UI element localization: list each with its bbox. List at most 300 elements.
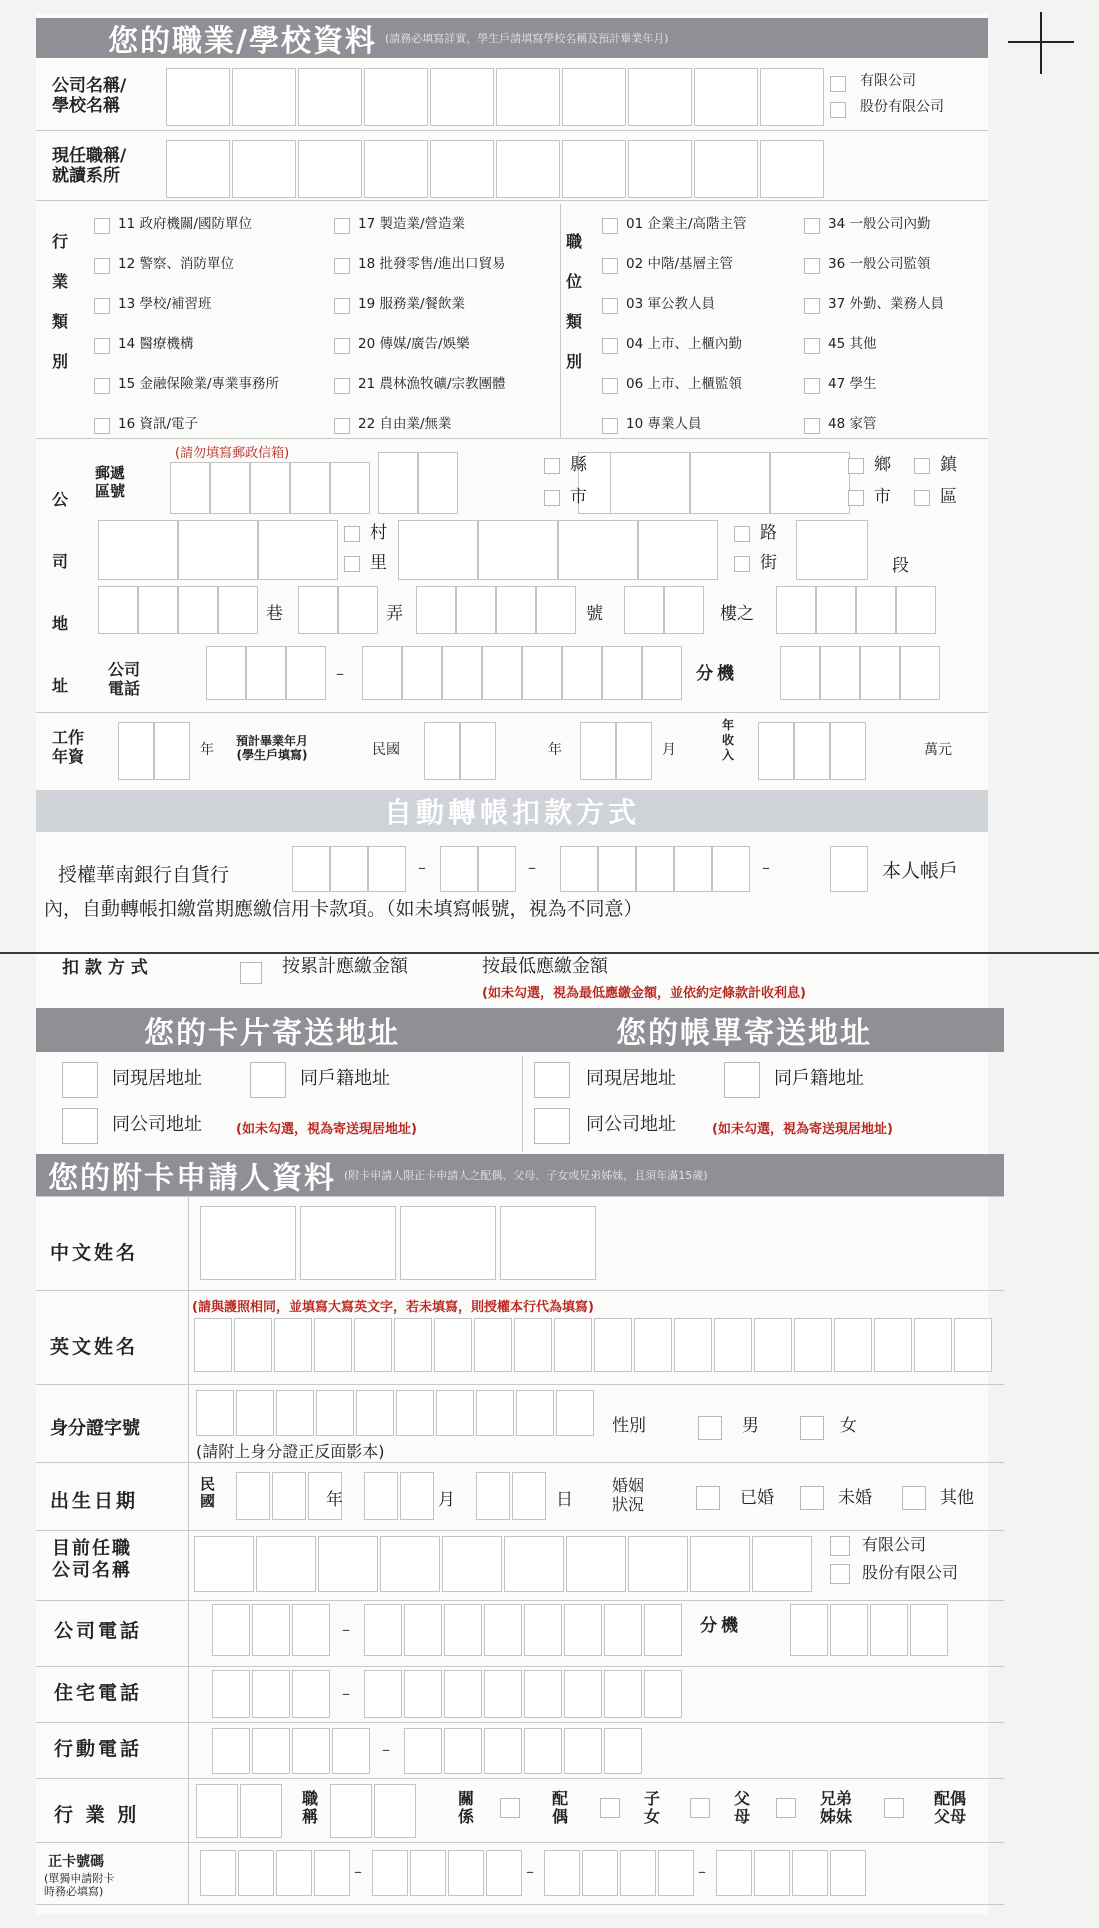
supp-company-corp: 股份有限公司 — [862, 1563, 959, 1582]
primary-card-dash: – — [698, 1862, 706, 1881]
floor-box[interactable] — [624, 586, 664, 634]
position-box-6[interactable] — [496, 140, 560, 198]
li-label: 里 — [370, 553, 387, 573]
id-box[interactable] — [396, 1390, 434, 1436]
district-city-checkbox[interactable] — [848, 490, 864, 506]
rel-spouse-parent-checkbox[interactable] — [884, 1798, 904, 1818]
road-box[interactable] — [478, 520, 558, 580]
position-label-char: 位 — [566, 272, 583, 291]
id-box[interactable] — [196, 1390, 234, 1436]
account-box[interactable] — [712, 846, 750, 892]
position-option-checkbox[interactable] — [602, 378, 618, 394]
en-name-box[interactable] — [554, 1318, 592, 1372]
industry-option-checkbox[interactable] — [334, 418, 350, 434]
marital-married-checkbox[interactable] — [696, 1486, 720, 1510]
county-box[interactable] — [418, 452, 458, 514]
id-box[interactable] — [516, 1390, 554, 1436]
office-area-box[interactable] — [252, 1604, 290, 1656]
employer-label: 目前任職 公司名稱 — [52, 1538, 132, 1581]
autopay-title: 自動轉帳扣款方式 — [383, 796, 640, 829]
mobile-box[interactable] — [444, 1728, 482, 1774]
industry-option-checkbox[interactable] — [334, 338, 350, 354]
grad-month-box-1[interactable] — [580, 722, 616, 780]
mobile-prefix-box[interactable] — [292, 1728, 330, 1774]
floor-box[interactable] — [664, 586, 704, 634]
floor-sub-box[interactable] — [896, 586, 936, 634]
cn-name-box[interactable] — [500, 1206, 596, 1280]
company-name-box-10[interactable] — [760, 68, 824, 126]
road-box[interactable] — [558, 520, 638, 580]
industry-option: 16 資訊/電子 — [118, 416, 199, 432]
home-phone-box[interactable] — [444, 1670, 482, 1718]
primary-card-box[interactable] — [792, 1850, 828, 1896]
phone-dash: – — [336, 664, 344, 683]
supp-company-ltd-checkbox[interactable] — [830, 1536, 850, 1556]
industry-code-box[interactable] — [240, 1784, 282, 1838]
en-name-box[interactable] — [314, 1318, 352, 1372]
position-label-char: 職 — [566, 232, 583, 251]
city-checkbox[interactable] — [544, 490, 560, 506]
office-ext-box[interactable] — [830, 1604, 868, 1656]
position-label-char: 別 — [566, 352, 583, 371]
ext-box[interactable] — [820, 646, 860, 700]
id-box[interactable] — [476, 1390, 514, 1436]
primary-card-box[interactable] — [582, 1850, 618, 1896]
office-phone-box[interactable] — [364, 1604, 402, 1656]
birth-day: 日 — [556, 1490, 573, 1510]
primary-card-box[interactable] — [486, 1850, 522, 1896]
rel-spouse-checkbox[interactable] — [500, 1798, 520, 1818]
employer-box[interactable] — [504, 1536, 564, 1592]
account-box[interactable] — [598, 846, 636, 892]
id-label: 身分證字號 — [50, 1418, 140, 1439]
li-checkbox[interactable] — [344, 556, 360, 572]
account-box[interactable] — [330, 846, 368, 892]
industry-option-checkbox[interactable] — [94, 378, 110, 394]
employer-box[interactable] — [752, 1536, 812, 1592]
account-box[interactable] — [830, 846, 868, 892]
section-box[interactable] — [796, 520, 868, 580]
grad-year-box-1[interactable] — [424, 722, 460, 780]
marital-single-checkbox[interactable] — [800, 1486, 824, 1510]
township-label: 鄉 — [874, 455, 891, 475]
district-checkbox[interactable] — [914, 490, 930, 506]
position-box-2[interactable] — [232, 140, 296, 198]
company-name-box-8[interactable] — [628, 68, 692, 126]
en-name-box[interactable] — [354, 1318, 392, 1372]
zip-box-5[interactable] — [330, 462, 370, 514]
phone-box[interactable] — [522, 646, 562, 700]
township-checkbox[interactable] — [848, 458, 864, 474]
town-checkbox[interactable] — [914, 458, 930, 474]
gender-female-checkbox[interactable] — [800, 1416, 824, 1440]
position-option-checkbox[interactable] — [602, 338, 618, 354]
company-name-box-7[interactable] — [562, 68, 626, 126]
company-name-box-4[interactable] — [364, 68, 428, 126]
road-box[interactable] — [638, 520, 718, 580]
cn-name-box[interactable] — [400, 1206, 496, 1280]
en-name-box[interactable] — [274, 1318, 312, 1372]
employer-box[interactable] — [194, 1536, 254, 1592]
company-type-corp-checkbox[interactable] — [830, 102, 846, 118]
en-name-box[interactable] — [754, 1318, 792, 1372]
industry-option-checkbox[interactable] — [334, 218, 350, 234]
village-checkbox[interactable] — [344, 526, 360, 542]
en-name-box[interactable] — [714, 1318, 752, 1372]
account-dash: – — [418, 858, 426, 877]
county-checkbox[interactable] — [544, 458, 560, 474]
number-box[interactable] — [416, 586, 456, 634]
office-ext-box[interactable] — [910, 1604, 948, 1656]
office-phone-box[interactable] — [444, 1604, 482, 1656]
grad-month-box-2[interactable] — [616, 722, 652, 780]
deduct-total-checkbox[interactable] — [240, 962, 262, 984]
mobile-prefix-box[interactable] — [332, 1728, 370, 1774]
home-phone-box[interactable] — [564, 1670, 602, 1718]
card-home: 同現居地址 — [112, 1068, 202, 1089]
phone-box[interactable] — [602, 646, 642, 700]
office-ext-label: 分機 — [700, 1616, 742, 1636]
employer-box[interactable] — [442, 1536, 502, 1592]
floor-sub-box[interactable] — [816, 586, 856, 634]
home-phone-box[interactable] — [604, 1670, 642, 1718]
office-phone-box[interactable] — [524, 1604, 562, 1656]
primary-card-box[interactable] — [314, 1850, 350, 1896]
income-box-2[interactable] — [794, 722, 830, 780]
mobile-box[interactable] — [404, 1728, 442, 1774]
industry-option-checkbox[interactable] — [334, 298, 350, 314]
floor-sub-box[interactable] — [776, 586, 816, 634]
ext-box[interactable] — [900, 646, 940, 700]
phone-box[interactable] — [402, 646, 442, 700]
en-name-box[interactable] — [474, 1318, 512, 1372]
gender-label: 性別 — [612, 1416, 646, 1436]
industry-option-checkbox[interactable] — [334, 258, 350, 274]
primary-card-box[interactable] — [716, 1850, 752, 1896]
position-option-checkbox[interactable] — [602, 258, 618, 274]
mobile-prefix-box[interactable] — [252, 1728, 290, 1774]
income-box-3[interactable] — [830, 722, 866, 780]
phone-box[interactable] — [562, 646, 602, 700]
employer-box[interactable] — [380, 1536, 440, 1592]
account-box[interactable] — [478, 846, 516, 892]
office-ext-box[interactable] — [790, 1604, 828, 1656]
rel-child: 子 女 — [644, 1789, 661, 1826]
position-option: 48 家管 — [828, 416, 877, 432]
position-box-3[interactable] — [298, 140, 362, 198]
birth-day-box[interactable] — [512, 1472, 546, 1520]
lane-box[interactable] — [218, 586, 258, 634]
mobile-box[interactable] — [524, 1728, 562, 1774]
zip-box-1[interactable] — [170, 462, 210, 514]
office-phone-box[interactable] — [644, 1604, 682, 1656]
primary-card-box[interactable] — [276, 1850, 312, 1896]
id-box[interactable] — [356, 1390, 394, 1436]
zip-note: (請勿填寫郵政信箱) — [175, 446, 290, 461]
company-name-box-9[interactable] — [694, 68, 758, 126]
floor-sub-box[interactable] — [856, 586, 896, 634]
employer-box[interactable] — [690, 1536, 750, 1592]
industry-option: 18 批發零售/進出口貿易 — [358, 256, 506, 272]
home-area-box[interactable] — [212, 1670, 250, 1718]
card-company-checkbox[interactable] — [62, 1108, 98, 1144]
en-name-box[interactable] — [794, 1318, 832, 1372]
row-divider — [36, 1842, 1004, 1843]
position-option-checkbox[interactable] — [804, 258, 820, 274]
row-divider — [36, 1666, 1004, 1667]
en-name-box[interactable] — [874, 1318, 912, 1372]
phone-area-box[interactable] — [246, 646, 286, 700]
en-name-box[interactable] — [514, 1318, 552, 1372]
township-box[interactable] — [770, 452, 850, 514]
zip-box-4[interactable] — [290, 462, 330, 514]
company-name-box-2[interactable] — [232, 68, 296, 126]
industry-option-checkbox[interactable] — [94, 218, 110, 234]
mobile-label: 行動電話 — [54, 1738, 143, 1760]
supp-company-corp-checkbox[interactable] — [830, 1564, 850, 1584]
supp-title: 您的附卡申請人資料 — [48, 1161, 336, 1196]
en-name-box[interactable] — [634, 1318, 672, 1372]
position-box-7[interactable] — [562, 140, 626, 198]
zip-box-3[interactable] — [250, 462, 290, 514]
bill-home-checkbox[interactable] — [534, 1062, 570, 1098]
lane-box[interactable] — [178, 586, 218, 634]
position-option-checkbox[interactable] — [804, 418, 820, 434]
title-code-box[interactable] — [374, 1784, 416, 1838]
street-checkbox[interactable] — [734, 556, 750, 572]
alley-box[interactable] — [298, 586, 338, 634]
cn-name-box[interactable] — [200, 1206, 296, 1280]
account-box[interactable] — [368, 846, 406, 892]
position-box-9[interactable] — [694, 140, 758, 198]
primary-card-box[interactable] — [238, 1850, 274, 1896]
position-box-4[interactable] — [364, 140, 428, 198]
position-box-5[interactable] — [430, 140, 494, 198]
company-name-box-6[interactable] — [496, 68, 560, 126]
position-option-checkbox[interactable] — [602, 418, 618, 434]
ext-box[interactable] — [860, 646, 900, 700]
industry-option-checkbox[interactable] — [94, 418, 110, 434]
village-box[interactable] — [178, 520, 258, 580]
card-household-checkbox[interactable] — [250, 1062, 286, 1098]
rel-parent-checkbox[interactable] — [690, 1798, 710, 1818]
company-name-box-3[interactable] — [298, 68, 362, 126]
position-box-8[interactable] — [628, 140, 692, 198]
office-ext-box[interactable] — [870, 1604, 908, 1656]
row-divider — [36, 1600, 1004, 1601]
primary-card-box[interactable] — [620, 1850, 656, 1896]
employer-box[interactable] — [318, 1536, 378, 1592]
row-divider — [36, 1290, 1004, 1291]
village-box[interactable] — [258, 520, 338, 580]
account-box[interactable] — [674, 846, 712, 892]
township-box[interactable] — [690, 452, 770, 514]
job-section-title: 您的職業/學校資料 — [108, 24, 377, 59]
home-phone-label: 住宅電話 — [54, 1682, 143, 1704]
office-phone-box[interactable] — [404, 1604, 442, 1656]
primary-card-dash: – — [354, 1862, 362, 1881]
road-checkbox[interactable] — [734, 526, 750, 542]
mobile-dash: – — [382, 1740, 390, 1759]
home-phone-box[interactable] — [364, 1670, 402, 1718]
en-name-box[interactable] — [394, 1318, 432, 1372]
township-box[interactable] — [610, 452, 690, 514]
rel-sibling-checkbox[interactable] — [776, 1798, 796, 1818]
autopay-line1-suffix: 本人帳戶 — [882, 860, 959, 882]
lane-box[interactable] — [98, 586, 138, 634]
en-name-box[interactable] — [594, 1318, 632, 1372]
phone-area-box[interactable] — [286, 646, 326, 700]
title-code-box[interactable] — [330, 1784, 372, 1838]
en-name-box[interactable] — [434, 1318, 472, 1372]
mobile-prefix-box[interactable] — [212, 1728, 250, 1774]
phone-box[interactable] — [482, 646, 522, 700]
en-name-box[interactable] — [954, 1318, 992, 1372]
address-label-char: 地 — [52, 614, 69, 633]
job-section-header — [36, 18, 988, 58]
county-label: 縣 — [570, 455, 587, 475]
alley-box[interactable] — [338, 586, 378, 634]
phone-box[interactable] — [442, 646, 482, 700]
village-box[interactable] — [98, 520, 178, 580]
account-box[interactable] — [292, 846, 330, 892]
rel-child-checkbox[interactable] — [600, 1798, 620, 1818]
deduct-total: 按累計應繳金額 — [282, 956, 408, 977]
relation-label: 關 係 — [458, 1789, 475, 1826]
office-phone-box[interactable] — [484, 1604, 522, 1656]
id-box[interactable] — [556, 1390, 594, 1436]
account-box[interactable] — [560, 846, 598, 892]
county-box[interactable] — [378, 452, 418, 514]
en-name-box[interactable] — [234, 1318, 272, 1372]
birth-month-box[interactable] — [400, 1472, 434, 1520]
primary-card-box[interactable] — [830, 1850, 866, 1896]
primary-card-box[interactable] — [200, 1850, 236, 1896]
id-box[interactable] — [276, 1390, 314, 1436]
primary-card-box[interactable] — [544, 1850, 580, 1896]
lane-box[interactable] — [138, 586, 178, 634]
street-label: 街 — [760, 553, 777, 573]
primary-card-box[interactable] — [372, 1850, 408, 1896]
industry-option-checkbox[interactable] — [94, 298, 110, 314]
office-phone-box[interactable] — [564, 1604, 602, 1656]
phone-box[interactable] — [642, 646, 682, 700]
birth-day-box[interactable] — [476, 1472, 510, 1520]
id-box[interactable] — [236, 1390, 274, 1436]
position-box-10[interactable] — [760, 140, 824, 198]
primary-card-box[interactable] — [448, 1850, 484, 1896]
employer-box[interactable] — [628, 1536, 688, 1592]
phone-box[interactable] — [362, 646, 402, 700]
account-box[interactable] — [440, 846, 478, 892]
en-name-box[interactable] — [674, 1318, 712, 1372]
home-phone-box[interactable] — [524, 1670, 562, 1718]
income-label: 年 收 入 — [722, 718, 735, 762]
ext-box[interactable] — [780, 646, 820, 700]
zip-box-2[interactable] — [210, 462, 250, 514]
employer-box[interactable] — [566, 1536, 626, 1592]
position-option-checkbox[interactable] — [804, 298, 820, 314]
road-box[interactable] — [398, 520, 478, 580]
employer-box[interactable] — [256, 1536, 316, 1592]
en-name-box[interactable] — [194, 1318, 232, 1372]
marital-other-checkbox[interactable] — [902, 1486, 926, 1510]
position-option: 45 其他 — [828, 336, 877, 352]
account-dash: – — [528, 858, 536, 877]
row-divider — [36, 1196, 1004, 1197]
position-option-checkbox[interactable] — [804, 338, 820, 354]
birth-month-box[interactable] — [364, 1472, 398, 1520]
industry-code-box[interactable] — [196, 1784, 238, 1838]
number-box[interactable] — [456, 586, 496, 634]
seniority-box-2[interactable] — [154, 722, 190, 780]
bill-household-checkbox[interactable] — [724, 1062, 760, 1098]
gender-male-checkbox[interactable] — [698, 1416, 722, 1440]
position-option: 06 上市、上櫃監領 — [626, 376, 742, 392]
phone-area-box[interactable] — [206, 646, 246, 700]
office-area-box[interactable] — [292, 1604, 330, 1656]
industry-option-checkbox[interactable] — [334, 378, 350, 394]
cn-name-box[interactable] — [300, 1206, 396, 1280]
income-box-1[interactable] — [758, 722, 794, 780]
home-phone-box[interactable] — [484, 1670, 522, 1718]
home-phone-box[interactable] — [644, 1670, 682, 1718]
primary-card-box[interactable] — [754, 1850, 790, 1896]
position-option-checkbox[interactable] — [804, 218, 820, 234]
grad-year-box-2[interactable] — [460, 722, 496, 780]
home-area-box[interactable] — [292, 1670, 330, 1718]
industry-option-checkbox[interactable] — [94, 338, 110, 354]
office-phone-box[interactable] — [604, 1604, 642, 1656]
en-name-box[interactable] — [834, 1318, 872, 1372]
mobile-box[interactable] — [484, 1728, 522, 1774]
mobile-box[interactable] — [564, 1728, 602, 1774]
office-area-box[interactable] — [212, 1604, 250, 1656]
birth-year-box[interactable] — [272, 1472, 306, 1520]
primary-card-label: 正卡號碼 — [48, 1854, 104, 1870]
card-home-checkbox[interactable] — [62, 1062, 98, 1098]
marital-married: 已婚 — [740, 1488, 774, 1508]
primary-card-box[interactable] — [658, 1850, 694, 1896]
id-box[interactable] — [316, 1390, 354, 1436]
home-area-box[interactable] — [252, 1670, 290, 1718]
mobile-box[interactable] — [604, 1728, 642, 1774]
id-box[interactable] — [436, 1390, 474, 1436]
bill-company: 同公司地址 — [586, 1114, 676, 1135]
company-type-ltd-checkbox[interactable] — [830, 76, 846, 92]
primary-card-box[interactable] — [410, 1850, 446, 1896]
number-box[interactable] — [536, 586, 576, 634]
position-option-checkbox[interactable] — [602, 218, 618, 234]
birth-year-box[interactable] — [236, 1472, 270, 1520]
number-box[interactable] — [496, 586, 536, 634]
position-option-checkbox[interactable] — [804, 378, 820, 394]
income-unit: 萬元 — [924, 742, 952, 758]
seniority-box-1[interactable] — [118, 722, 154, 780]
position-box-1[interactable] — [166, 140, 230, 198]
position-option: 01 企業主/高階主管 — [626, 216, 747, 232]
company-name-box-5[interactable] — [430, 68, 494, 126]
home-phone-box[interactable] — [404, 1670, 442, 1718]
position-option-checkbox[interactable] — [602, 298, 618, 314]
gender-female: 女 — [840, 1416, 857, 1436]
industry-label: 行 業 別 — [54, 1804, 140, 1826]
en-name-box[interactable] — [914, 1318, 952, 1372]
industry-option-checkbox[interactable] — [94, 258, 110, 274]
bill-company-checkbox[interactable] — [534, 1108, 570, 1144]
account-box[interactable] — [636, 846, 674, 892]
company-name-box-1[interactable] — [166, 68, 230, 126]
